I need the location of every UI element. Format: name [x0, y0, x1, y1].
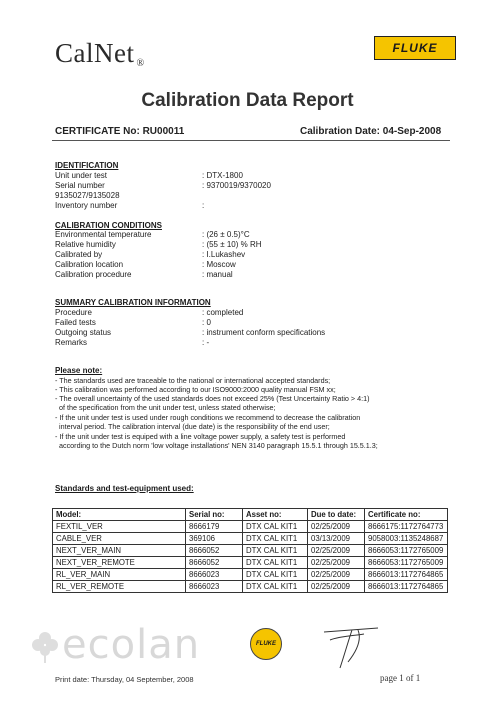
table-cell: 02/25/2009	[308, 569, 365, 581]
table-cell: RL_VER_REMOTE	[53, 581, 186, 593]
table-cell: 02/25/2009	[308, 581, 365, 593]
location-label: Calibration location	[55, 260, 124, 269]
calibrated-by-value: : I.Lukashev	[202, 250, 246, 259]
column-header: Asset no:	[243, 509, 308, 521]
column-header: Model:	[53, 509, 186, 521]
column-header: Due to date:	[308, 509, 365, 521]
failed-tests-value: : 0	[202, 318, 211, 327]
location-value: : Moscow	[202, 260, 236, 269]
equipment-table	[52, 508, 448, 593]
outgoing-status-value: : instrument conform specifications	[202, 328, 326, 337]
note-line: - If the unit under test is used under rough conditions we recommend to decrease the calibration	[55, 413, 361, 422]
table-cell: DTX CAL KIT1	[243, 545, 308, 557]
header-divider	[52, 140, 450, 141]
temperature-label: Environmental temperature	[55, 230, 152, 239]
clover-icon	[32, 630, 58, 664]
certificate-number: CERTIFICATE No: RU00011	[55, 126, 185, 137]
table-cell: 8666175:1172764773	[365, 521, 448, 533]
unit-under-test-label: Unit under test	[55, 171, 108, 180]
notes-heading: Please note:	[55, 366, 103, 375]
inventory-number-value: :	[202, 201, 205, 210]
table-cell: DTX CAL KIT1	[243, 533, 308, 545]
table-cell: 03/13/2009	[308, 533, 365, 545]
table-row	[53, 545, 448, 557]
column-header: Certificate no:	[365, 509, 448, 521]
serial-number-label: Serial number	[55, 181, 105, 190]
note-line: - The overall uncertainty of the used standards does not exceed 25% (Test Uncertainty Ratio > 4:1)	[55, 394, 370, 403]
table-header-row	[53, 509, 448, 521]
table-cell: NEXT_VER_MAIN	[53, 545, 186, 557]
calnet-logo-text: CalNet	[55, 38, 135, 68]
table-cell: DTX CAL KIT1	[243, 581, 308, 593]
table-cell: 8666053:1172765009	[365, 557, 448, 569]
identification-heading: IDENTIFICATION	[55, 161, 119, 170]
temperature-value: : (26 ± 0.5)°C	[202, 230, 250, 239]
table-cell: 9058003:1135248687	[365, 533, 448, 545]
table-row	[53, 557, 448, 569]
report-title: Calibration Data Report	[141, 90, 354, 111]
table-cell: 369106	[186, 533, 243, 545]
outgoing-status-label: Outgoing status	[55, 328, 112, 337]
page-number: page 1 of 1	[380, 673, 421, 683]
fluke-logo: FLUKE	[374, 36, 456, 60]
humidity-label: Relative humidity	[55, 240, 116, 249]
note-line: - If the unit under test is equiped with a line voltage power supply, a safety test is performed	[55, 432, 346, 441]
table-row	[53, 569, 448, 581]
procedure-method-value: : manual	[202, 270, 233, 279]
remarks-label: Remarks	[55, 338, 88, 347]
table-row	[53, 533, 448, 545]
table-cell: 02/25/2009	[308, 545, 365, 557]
table-cell: 8666023	[186, 581, 243, 593]
note-line: - The standards used are traceable to the national or international accepted standards;	[55, 376, 331, 385]
conditions-heading: CALIBRATION CONDITIONS	[55, 221, 162, 230]
table-cell: RL_VER_MAIN	[53, 569, 186, 581]
inventory-number-label: Inventory number	[55, 201, 118, 210]
table-cell: 8666023	[186, 569, 243, 581]
calnet-logo	[55, 38, 145, 69]
procedure-label: Procedure	[55, 308, 92, 317]
table-cell: 02/25/2009	[308, 557, 365, 569]
unit-under-test-value: : DTX-1800	[202, 171, 243, 180]
table-cell: 02/25/2009	[308, 521, 365, 533]
calibration-date: Calibration Date: 04-Sep-2008	[300, 126, 442, 137]
remarks-value: : -	[202, 338, 210, 347]
table-cell: 8666052	[186, 545, 243, 557]
note-line: according to the Dutch norm 'low voltage installations' NEN 3140 paragraph 15.5.1 through 15.5.1.3;	[59, 441, 378, 450]
failed-tests-label: Failed tests	[55, 318, 96, 327]
note-line: interval period. The calibration interval (due date) is the responsibility of the end user;	[59, 422, 330, 431]
table-cell: DTX CAL KIT1	[243, 569, 308, 581]
registered-mark: ®	[136, 58, 145, 69]
table-row	[53, 581, 448, 593]
calibrated-by-label: Calibrated by	[55, 250, 103, 259]
table-row	[53, 521, 448, 533]
procedure-method-label: Calibration procedure	[55, 270, 132, 279]
serial-number-value: : 9370019/9370020	[202, 181, 271, 190]
note-line: of the specification from the unit under test, unless stated otherwise;	[59, 403, 276, 412]
signature	[318, 622, 388, 672]
serial-number-continued: 9135027/9135028	[55, 191, 120, 200]
table-cell: 8666053:1172765009	[365, 545, 448, 557]
procedure-value: : completed	[202, 308, 244, 317]
print-date: Print date: Thursday, 04 September, 2008	[55, 675, 194, 684]
table-cell: NEXT_VER_REMOTE	[53, 557, 186, 569]
table-cell: 8666052	[186, 557, 243, 569]
table-cell: 8666179	[186, 521, 243, 533]
column-header: Serial no:	[186, 509, 243, 521]
note-line: - This calibration was performed according to our ISO9000:2000 quality manual FSM xx;	[55, 385, 336, 394]
table-cell: CABLE_VER	[53, 533, 186, 545]
equipment-heading: Standards and test-equipment used:	[55, 484, 194, 493]
humidity-value: : (55 ± 10) % RH	[202, 240, 262, 249]
ecolan-watermark: ecolan	[62, 622, 201, 668]
table-cell: DTX CAL KIT1	[243, 557, 308, 569]
fluke-seal: FLUKE	[250, 628, 282, 660]
table-cell: 8666013:1172764865	[365, 569, 448, 581]
table-cell: DTX CAL KIT1	[243, 521, 308, 533]
summary-heading: SUMMARY CALIBRATION INFORMATION	[55, 298, 211, 307]
table-cell: FEXTIL_VER	[53, 521, 186, 533]
table-cell: 8666013:1172764865	[365, 581, 448, 593]
